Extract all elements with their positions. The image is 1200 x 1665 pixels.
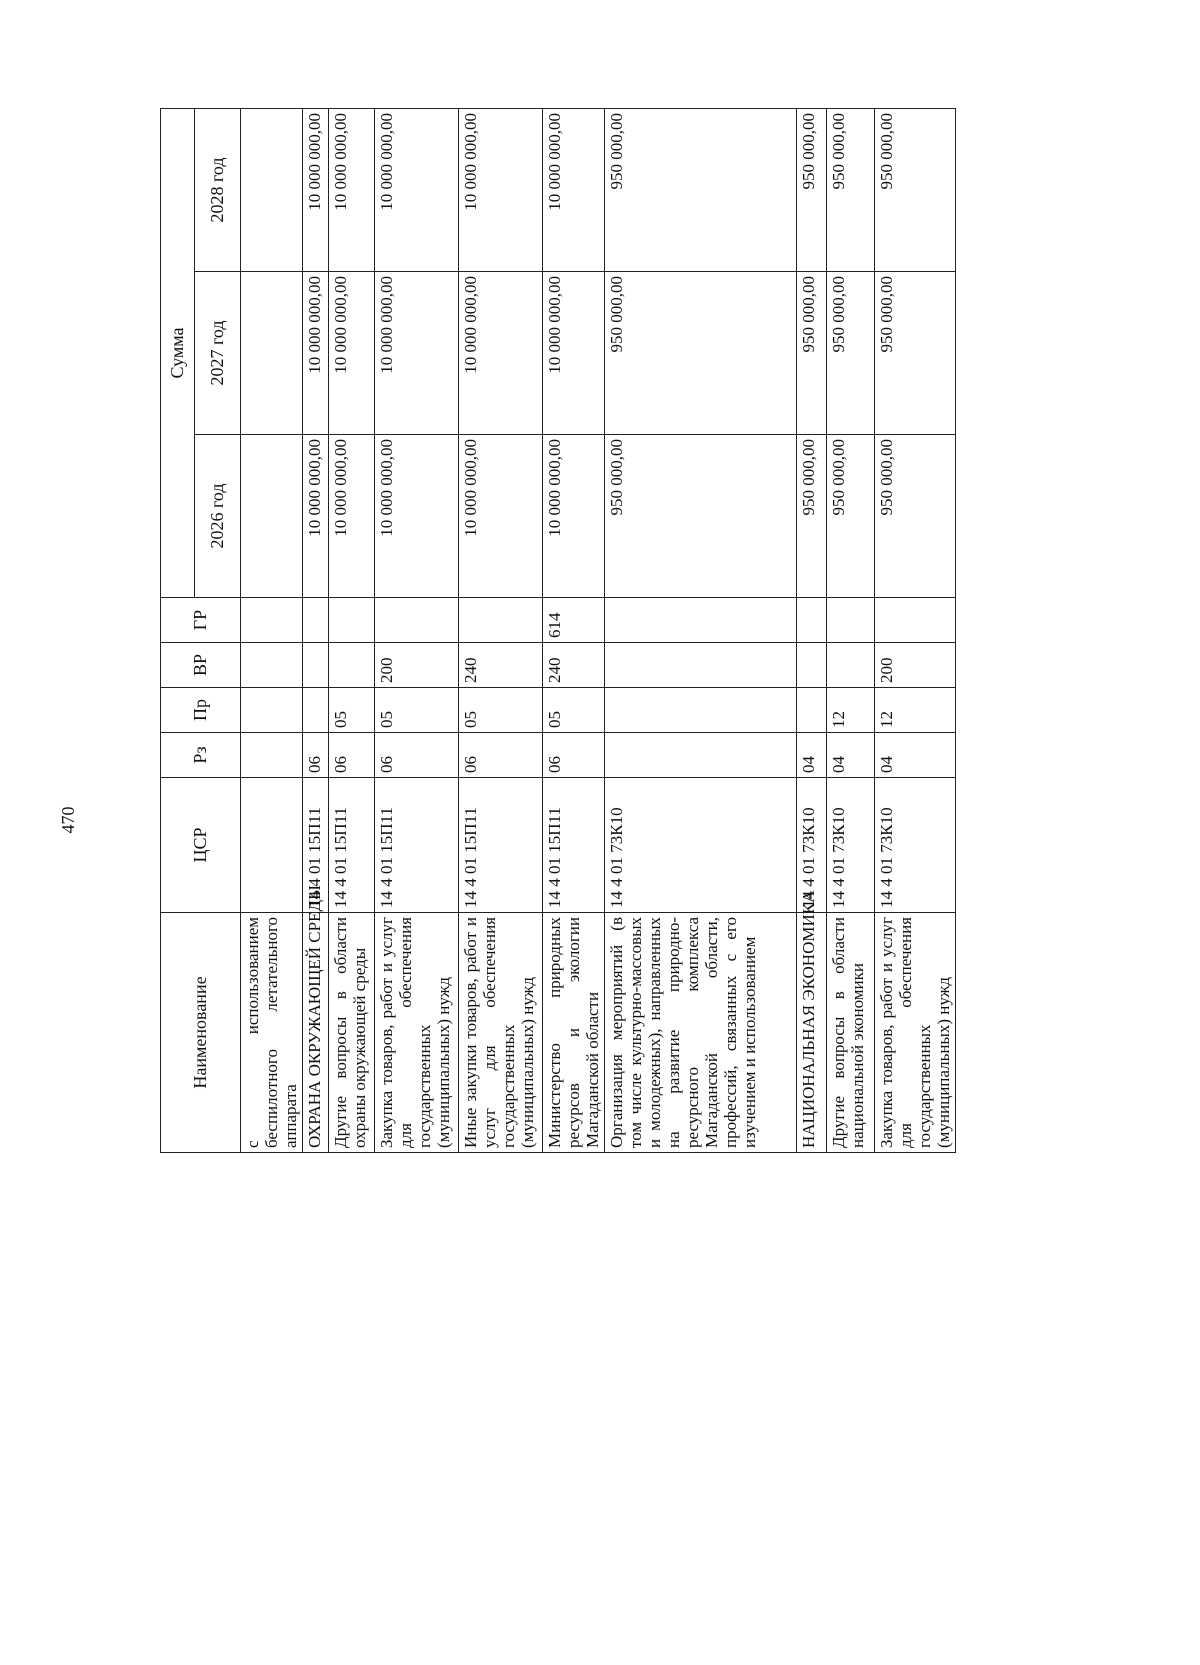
row-rz: 06 <box>329 733 375 778</box>
row-name: НАЦИОНАЛЬНАЯ ЭКОНОМИКА <box>797 913 827 1153</box>
table-row <box>375 108 459 1152</box>
row-2026: 10 000 000,00 <box>375 435 459 598</box>
row-2026: 950 000,00 <box>605 435 797 598</box>
row-vr <box>827 643 875 688</box>
row-2026: 10 000 000,00 <box>459 435 543 598</box>
table-row <box>329 108 375 1152</box>
row-name: Иные закупки товаров, работ и услуг для обеспечения государственных (муниципальных) нужд <box>459 913 543 1153</box>
row-gr <box>303 598 329 643</box>
row-csr: 14 4 01 15П11 <box>303 778 329 913</box>
row-pr: 12 <box>875 688 956 733</box>
row-gr <box>827 598 875 643</box>
row-2028: 950 000,00 <box>797 108 827 271</box>
row-name: Закупка товаров, работ и услуг для обеспечения государственных (муниципальных) нужд <box>875 913 956 1153</box>
row-rz: 04 <box>827 733 875 778</box>
row-pr <box>241 688 303 733</box>
row-2028: 10 000 000,00 <box>303 108 329 271</box>
row-rz: 06 <box>375 733 459 778</box>
row-2026: 950 000,00 <box>875 435 956 598</box>
row-rz: 06 <box>303 733 329 778</box>
row-csr: 14 4 01 73К10 <box>875 778 956 913</box>
row-gr: 614 <box>543 598 605 643</box>
row-2026 <box>241 435 303 598</box>
row-2028: 10 000 000,00 <box>543 108 605 271</box>
row-2027 <box>241 272 303 435</box>
row-name: Другие вопросы в области национальной экономики <box>827 913 875 1153</box>
row-gr <box>797 598 827 643</box>
row-2026: 10 000 000,00 <box>329 435 375 598</box>
row-rz: 06 <box>543 733 605 778</box>
page-number: 470 <box>58 806 78 834</box>
row-vr <box>303 643 329 688</box>
row-csr: 14 4 01 15П11 <box>459 778 543 913</box>
row-2027: 10 000 000,00 <box>375 272 459 435</box>
row-vr: 240 <box>459 643 543 688</box>
row-2027: 950 000,00 <box>875 272 956 435</box>
row-pr: 05 <box>329 688 375 733</box>
budget-table <box>160 108 956 1153</box>
row-gr <box>605 598 797 643</box>
row-gr <box>875 598 956 643</box>
row-2027: 950 000,00 <box>797 272 827 435</box>
row-vr <box>241 643 303 688</box>
row-2028: 950 000,00 <box>875 108 956 271</box>
row-name: ОХРАНА ОКРУЖАЮЩЕЙ СРЕДЫ <box>303 913 329 1153</box>
row-2027: 10 000 000,00 <box>459 272 543 435</box>
row-pr <box>605 688 797 733</box>
row-pr: 05 <box>459 688 543 733</box>
table-row <box>459 108 543 1152</box>
row-csr: 14 4 01 15П11 <box>375 778 459 913</box>
table-row <box>303 108 329 1152</box>
row-name: с использованием беспилотного летательного аппарата <box>241 913 303 1153</box>
row-vr <box>605 643 797 688</box>
row-csr: 14 4 01 73К10 <box>827 778 875 913</box>
table-row <box>797 108 827 1152</box>
header-pr: Пр <box>161 688 241 733</box>
row-csr <box>241 778 303 913</box>
row-vr <box>329 643 375 688</box>
row-2028: 10 000 000,00 <box>375 108 459 271</box>
row-name: Организация мероприятий (в том числе культурно-массовых и молодежных), направленных на развитие природно-ресурсного комплекса Магаданской области, профессий, связанных с его изучением и использованием <box>605 913 797 1153</box>
table-row <box>241 108 303 1152</box>
row-2028: 950 000,00 <box>605 108 797 271</box>
header-vr: ВР <box>161 643 241 688</box>
table-row <box>875 108 956 1152</box>
row-pr <box>797 688 827 733</box>
row-2027: 10 000 000,00 <box>543 272 605 435</box>
header-2027: 2027 год <box>195 272 241 435</box>
row-2028: 10 000 000,00 <box>329 108 375 271</box>
table-row <box>827 108 875 1152</box>
row-csr: 14 4 01 73К10 <box>797 778 827 913</box>
row-vr: 200 <box>875 643 956 688</box>
row-pr: 05 <box>375 688 459 733</box>
header-2028: 2028 год <box>195 108 241 271</box>
header-rz: Рз <box>161 733 241 778</box>
header-2026: 2026 год <box>195 435 241 598</box>
row-gr <box>459 598 543 643</box>
row-2027: 10 000 000,00 <box>329 272 375 435</box>
table-row <box>543 108 605 1152</box>
row-name: Другие вопросы в области охраны окружающей среды <box>329 913 375 1153</box>
row-rz <box>241 733 303 778</box>
row-rz: 04 <box>797 733 827 778</box>
row-gr <box>329 598 375 643</box>
row-pr: 12 <box>827 688 875 733</box>
row-2026: 10 000 000,00 <box>303 435 329 598</box>
row-2026: 950 000,00 <box>827 435 875 598</box>
row-2027: 950 000,00 <box>605 272 797 435</box>
row-2026: 10 000 000,00 <box>543 435 605 598</box>
row-vr: 240 <box>543 643 605 688</box>
row-2027: 10 000 000,00 <box>303 272 329 435</box>
row-gr <box>241 598 303 643</box>
row-name: Закупка товаров, работ и услуг для обеспечения государственных (муниципальных) нужд <box>375 913 459 1153</box>
row-pr <box>303 688 329 733</box>
budget-table-rotated <box>160 108 1010 1153</box>
header-sum: Сумма <box>161 108 195 597</box>
header-name: Наименование <box>161 913 241 1153</box>
row-gr <box>375 598 459 643</box>
row-2027: 950 000,00 <box>827 272 875 435</box>
row-2028: 950 000,00 <box>827 108 875 271</box>
row-csr: 14 4 01 15П11 <box>329 778 375 913</box>
row-rz <box>605 733 797 778</box>
row-2028 <box>241 108 303 271</box>
row-vr: 200 <box>375 643 459 688</box>
row-rz: 06 <box>459 733 543 778</box>
row-name: Министерство природных ресурсов и экологии Магаданской области <box>543 913 605 1153</box>
header-csr: ЦСР <box>161 778 241 913</box>
row-csr: 14 4 01 73К10 <box>605 778 797 913</box>
row-rz: 04 <box>875 733 956 778</box>
row-2028: 10 000 000,00 <box>459 108 543 271</box>
table-row <box>605 108 797 1152</box>
row-2026: 950 000,00 <box>797 435 827 598</box>
row-pr: 05 <box>543 688 605 733</box>
row-csr: 14 4 01 15П11 <box>543 778 605 913</box>
row-vr <box>797 643 827 688</box>
header-gr: ГР <box>161 598 241 643</box>
